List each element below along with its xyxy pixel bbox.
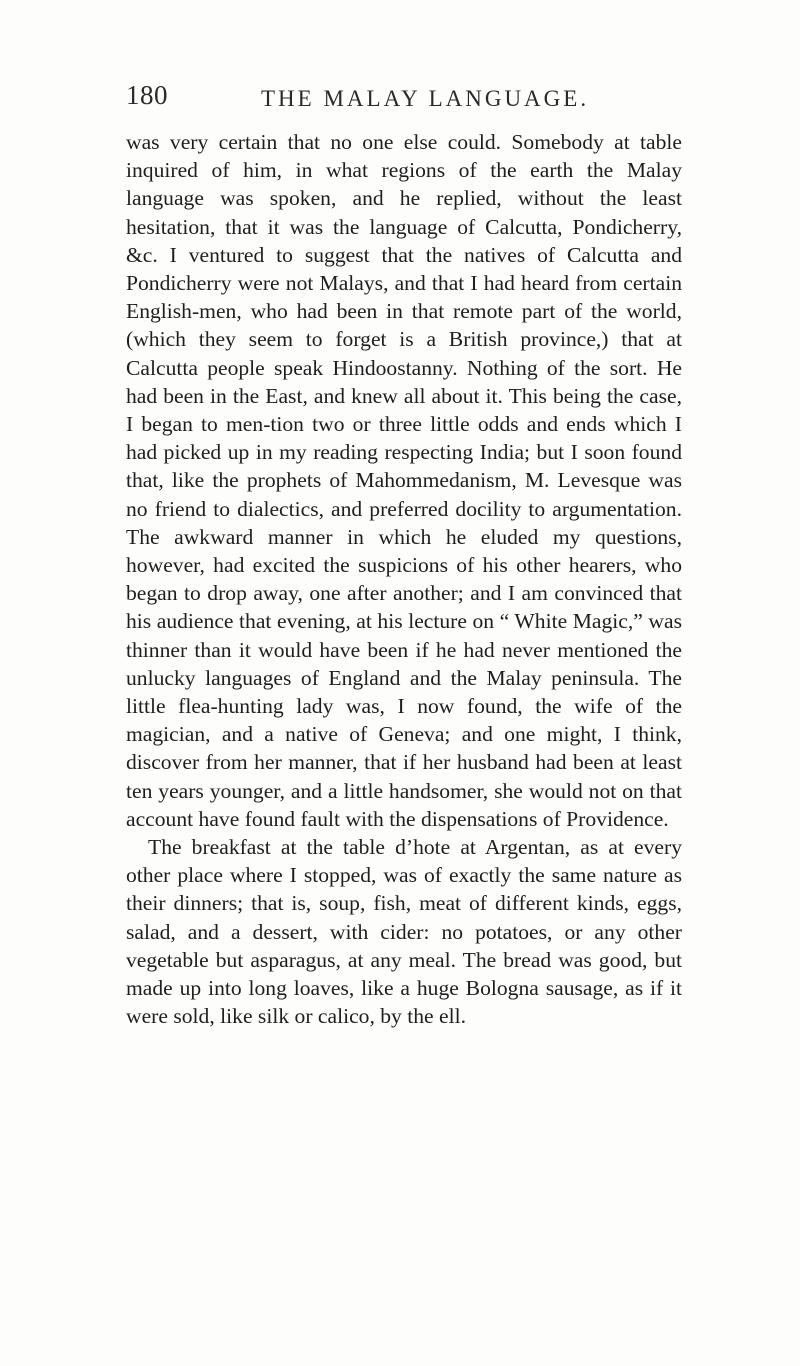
page-number: 180 [126, 80, 168, 110]
paragraph-continued: was very certain that no one else could. Somebody at table inquired of him, in what regions of the earth the Malay language was spoken, and he replied, without the least hesitation, that it was the language of Calcutta, Pondicherry, &c. I ventured to suggest that the natives of Calcutta and Pondicherry were not Malays, and that I had heard from certain English-men, who had been in that remote part of the world, (which they seem to forget is a British province,) that at Calcutta people speak Hindoostanny. Nothing of the sort. He had been in the East, and knew all about it. This being the case, I began to men-tion two or three little odds and ends which I had picked up in my reading respecting India; but I soon found that, like the prophets of Mahommedanism, M. Levesque was no friend to dialectics, and preferred docility to argumentation. The awkward manner in which he eluded my questions, however, had excited the suspicions of his other hearers, who began to drop away, one after another; and I am convinced that his audience that evening, at his lecture on “ White Magic,” was thinner than it would have been if he had never mentioned the unlucky languages of England and the Malay peninsula. The little flea-hunting lady was, I now found, the wife of the magician, and a native of Geneva; and one might, I think, discover from her manner, that if her husband had been at least ten years younger, and a little handsomer, she would not on that account have found fault with the dispensations of Providence. [126, 130, 682, 831]
running-head [126, 80, 716, 120]
paragraph-breakfast: The breakfast at the table d’hote at Argentan, as at every other place where I stopped, was of exactly the same nature as their dinners; that is, soup, fish, meat of different kinds, eggs, salad, and a dessert, with cider: no potatoes, or any other vegetable but asparagus, at any meal. The bread was good, but made up into long loaves, like a huge Bologna sausage, as if it were sold, like silk or calico, by the ell. [126, 835, 682, 1029]
running-title: THE MALAY LANGUAGE. [261, 86, 590, 111]
body-text [126, 128, 682, 1031]
